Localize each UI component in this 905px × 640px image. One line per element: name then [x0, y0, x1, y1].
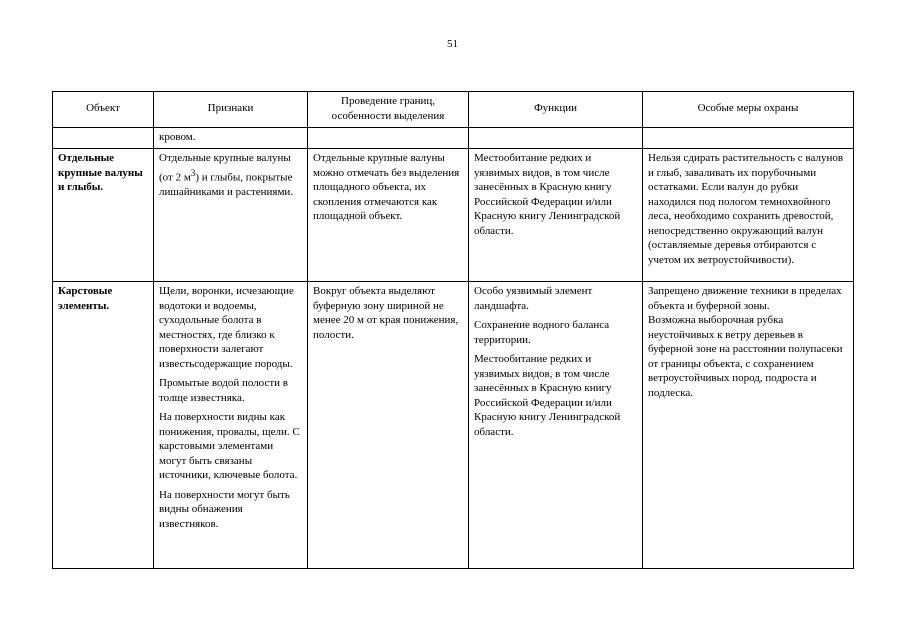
paragraph: Возможна выборочная рубка неустойчивых к ветру деревьев в буферной зоне на расстоянии полупасеки от границы объекта, с сохранением ветроустойчивых пород, подроста и подлеска.: [648, 314, 843, 399]
table-row: [53, 149, 854, 282]
cell-functions: [469, 282, 643, 569]
table-row: [53, 128, 854, 149]
paragraph: На поверхности могут быть видны обнажения известняков.: [159, 488, 290, 530]
cell-functions: Местообитание редких и уязвимых видов, в том числе занесённых в Красную книгу Российской Федерации и/или Красную книгу Ленинградской области.: [469, 149, 643, 282]
object-name: Отдельные крупные валуны и глыбы.: [58, 152, 143, 193]
cell-object: [53, 149, 154, 282]
cell-borders: Отдельные крупные валуны можно отмечать без выделения площадного объекта, их скопления отмечаются как площадной объект.: [308, 149, 469, 282]
cell-signs: [154, 149, 308, 282]
cell-borders: [308, 128, 469, 149]
cell-object: [53, 282, 154, 569]
header-functions: Функции: [469, 92, 643, 128]
cell-protection: [643, 128, 854, 149]
page-number: 51: [447, 38, 458, 50]
cell-signs: кровом.: [154, 128, 308, 149]
paragraph: Щели, воронки, исчезающие водотоки и водоемы, суходольные болота в местностях, где близко к поверхности залегают известьсодержащие породы.: [159, 285, 294, 370]
paragraph: Особо уязвимый элемент ландшафта.: [474, 285, 593, 312]
signs-text: Отдельные крупные валуны (от 2 м: [159, 152, 291, 184]
cell-functions: [469, 128, 643, 149]
paragraph: Промытые водой полости в толще известняка.: [159, 377, 288, 404]
protection-measures-table: [52, 91, 854, 569]
table-header-row: [53, 92, 854, 128]
cell-borders: Вокруг объекта выделяют буферную зону шириной не менее 20 м от края понижения, полости.: [308, 282, 469, 569]
header-protection: Особые меры охраны: [643, 92, 854, 128]
paragraph: Сохранение водного баланса территории.: [474, 319, 610, 346]
cell-object: [53, 128, 154, 149]
superscript: 3: [190, 167, 196, 178]
cell-protection: [643, 282, 854, 569]
header-borders: Проведение границ, особенности выделения: [308, 92, 469, 128]
paragraph: На поверхности видны как понижения, провалы, щели. С карстовыми элементами могут быть связаны источники, ключевые болота.: [159, 411, 300, 481]
header-object: Объект: [53, 92, 154, 128]
paragraph: Местообитание редких и уязвимых видов, в том числе занесённых в Красную книгу Российской Федерации и/или Красную книгу Ленинградской области.: [474, 353, 621, 438]
table-row: [53, 282, 854, 569]
paragraph: Запрещено движение техники в пределах объекта и буферной зоны.: [648, 285, 842, 312]
signs-text: ) и глыбы, покрытые лишайниками и растениями.: [159, 171, 294, 198]
object-name: Карстовые элементы.: [58, 285, 113, 312]
cell-signs: [154, 282, 308, 569]
cell-protection: Нельзя сдирать растительность с валунов и глыб, заваливать их порубочными остатками. Если валун до рубки находился под пологом темнохвойного леса, необходимо сохранить древостой, непосредственно окружающий валун (оставляемые деревья отбираются с учетом их ветроустойчивости).: [643, 149, 854, 282]
header-signs: Признаки: [154, 92, 308, 128]
